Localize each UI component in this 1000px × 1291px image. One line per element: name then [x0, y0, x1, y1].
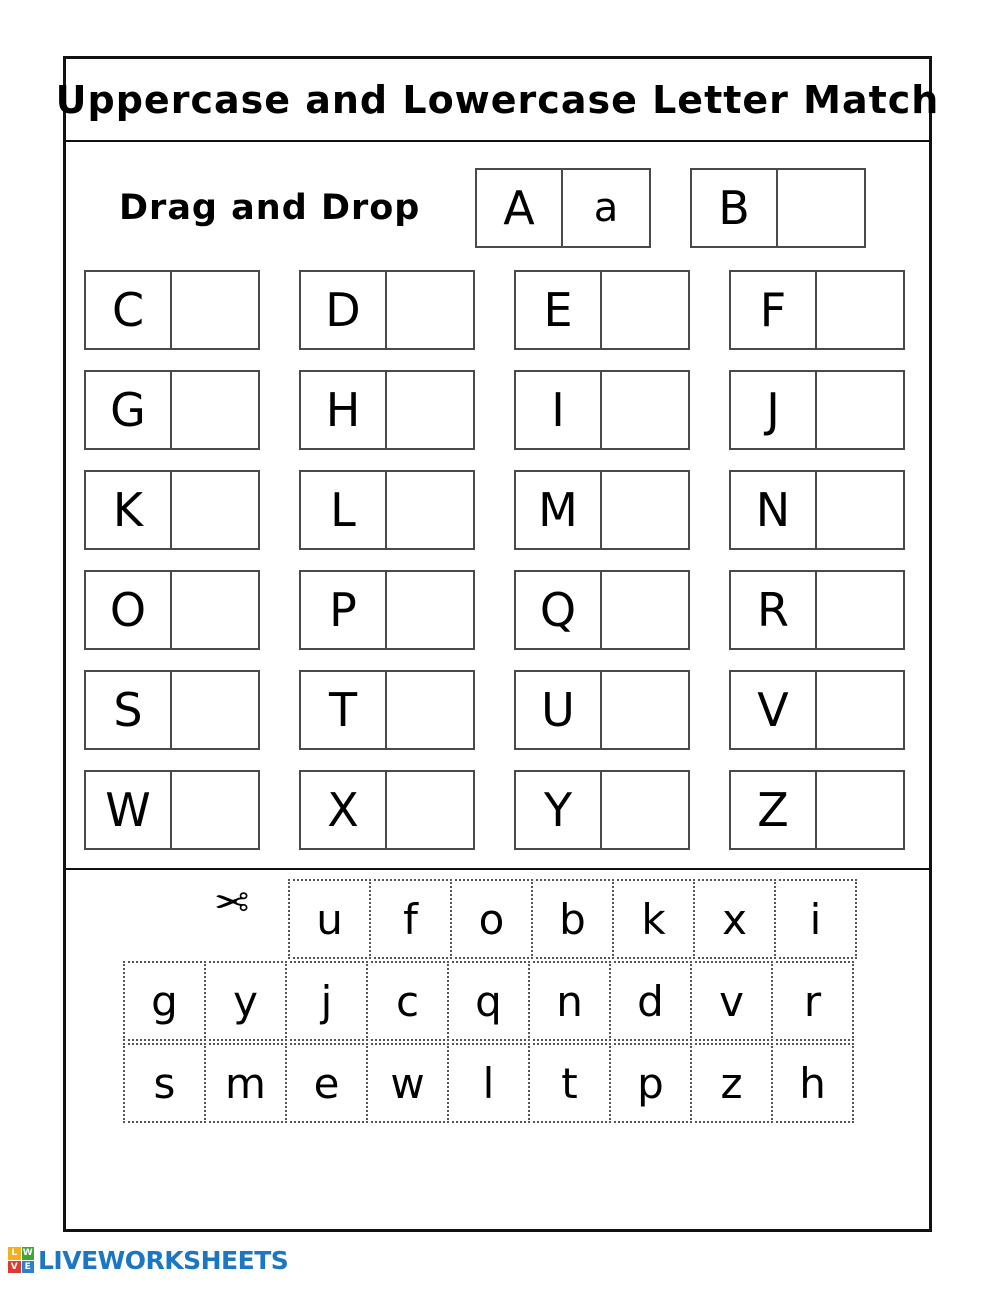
uppercase-cell: O [86, 572, 172, 648]
letter-pair-b[interactable] [690, 168, 866, 248]
logo-square-v: V [8, 1261, 21, 1274]
letter-pair-m[interactable] [514, 470, 690, 550]
letter-pair-i[interactable] [514, 370, 690, 450]
letter-pair-r[interactable] [729, 570, 905, 650]
uppercase-cell: A [477, 170, 563, 246]
uppercase-cell: C [86, 272, 172, 348]
draggable-letter-tile[interactable]: h [771, 1043, 854, 1123]
lowercase-dropzone[interactable] [602, 372, 688, 448]
uppercase-cell: V [731, 672, 817, 748]
draggable-letter-tile[interactable]: u [288, 879, 371, 959]
lowercase-dropzone[interactable] [602, 472, 688, 548]
letter-pair-s[interactable] [84, 670, 260, 750]
uppercase-cell: T [301, 672, 387, 748]
lowercase-dropzone[interactable] [778, 170, 864, 246]
draggable-letter-tile[interactable]: x [693, 879, 776, 959]
uppercase-cell: X [301, 772, 387, 848]
lowercase-dropzone[interactable] [172, 572, 258, 648]
uppercase-cell: E [516, 272, 602, 348]
lowercase-dropzone[interactable] [602, 772, 688, 848]
uppercase-cell: U [516, 672, 602, 748]
match-row [84, 460, 911, 560]
draggable-letter-tile[interactable]: g [123, 961, 206, 1041]
uppercase-cell: N [731, 472, 817, 548]
uppercase-cell: H [301, 372, 387, 448]
lowercase-dropzone[interactable] [817, 572, 903, 648]
letter-pair-p[interactable] [299, 570, 475, 650]
uppercase-cell: Q [516, 572, 602, 648]
draggable-letter-tile[interactable]: k [612, 879, 695, 959]
worksheet-title-bar [55, 59, 940, 142]
match-row [84, 760, 911, 860]
uppercase-cell: F [731, 272, 817, 348]
draggable-letter-tile[interactable]: n [528, 961, 611, 1041]
draggable-letter-tile[interactable]: y [204, 961, 287, 1041]
letter-pair-x[interactable] [299, 770, 475, 850]
uppercase-cell: W [86, 772, 172, 848]
draggable-letter-tile[interactable]: r [771, 961, 854, 1041]
uppercase-cell: Y [516, 772, 602, 848]
draggable-letter-tile[interactable]: j [285, 961, 368, 1041]
lowercase-dropzone[interactable] [172, 672, 258, 748]
letter-pair-f[interactable] [729, 270, 905, 350]
uppercase-cell: I [516, 372, 602, 448]
draggable-letter-tile[interactable]: w [366, 1043, 449, 1123]
letter-pair-n[interactable] [729, 470, 905, 550]
letter-pair-l[interactable] [299, 470, 475, 550]
letter-pair-a[interactable] [475, 168, 651, 248]
letter-match-grid [66, 142, 929, 868]
lowercase-dropzone[interactable] [387, 472, 473, 548]
lowercase-dropzone[interactable] [172, 772, 258, 848]
letter-pair-k[interactable] [84, 470, 260, 550]
lowercase-dropzone[interactable] [387, 572, 473, 648]
lowercase-dropzone[interactable] [817, 772, 903, 848]
letter-pair-g[interactable] [84, 370, 260, 450]
cutout-tiles-area [66, 868, 929, 1138]
lowercase-dropzone[interactable] [602, 672, 688, 748]
uppercase-cell: M [516, 472, 602, 548]
uppercase-cell: P [301, 572, 387, 648]
logo-square-l: L [8, 1247, 21, 1260]
draggable-letter-tile[interactable]: b [531, 879, 614, 959]
draggable-letter-tile[interactable]: m [204, 1043, 287, 1123]
match-row [84, 260, 911, 360]
draggable-letter-tile[interactable]: t [528, 1043, 611, 1123]
letter-pair-z[interactable] [729, 770, 905, 850]
draggable-letter-tile[interactable]: c [366, 961, 449, 1041]
logo-square-w: W [22, 1248, 33, 1259]
letter-pair-e[interactable] [514, 270, 690, 350]
letter-pair-j[interactable] [729, 370, 905, 450]
uppercase-cell: L [301, 472, 387, 548]
page-title: Uppercase and Lowercase Letter Match [55, 77, 940, 122]
match-row [84, 156, 911, 260]
lowercase-dropzone[interactable] [602, 272, 688, 348]
letter-pair-o[interactable] [84, 570, 260, 650]
lowercase-dropzone[interactable] [817, 372, 903, 448]
match-row [84, 360, 911, 460]
logo-square-e: E [22, 1261, 35, 1274]
match-row [84, 560, 911, 660]
draggable-letter-tile[interactable]: z [690, 1043, 773, 1123]
worksheet-page [55, 56, 940, 1232]
lowercase-dropzone[interactable] [387, 772, 473, 848]
lowercase-dropzone[interactable] [172, 272, 258, 348]
lowercase-dropzone[interactable]: a [593, 185, 619, 231]
letter-pair-t[interactable] [299, 670, 475, 750]
draggable-letter-tile[interactable]: e [285, 1043, 368, 1123]
liveworksheets-logo-icon [8, 1247, 34, 1273]
scissors-icon: ✂ [214, 878, 250, 927]
draggable-letter-tile[interactable]: p [609, 1043, 692, 1123]
uppercase-cell: R [731, 572, 817, 648]
letter-pair-v[interactable] [729, 670, 905, 750]
letter-pair-u[interactable] [514, 670, 690, 750]
uppercase-cell: B [692, 170, 778, 246]
lowercase-dropzone[interactable] [172, 472, 258, 548]
letter-pair-d[interactable] [299, 270, 475, 350]
uppercase-cell: G [86, 372, 172, 448]
uppercase-cell: Z [731, 772, 817, 848]
uppercase-cell: D [301, 272, 387, 348]
cutout-row [123, 1042, 929, 1124]
lowercase-dropzone[interactable] [602, 572, 688, 648]
lowercase-dropzone[interactable] [817, 472, 903, 548]
lowercase-dropzone[interactable] [172, 372, 258, 448]
liveworksheets-footer[interactable] [8, 1245, 288, 1275]
letter-pair-w[interactable] [84, 770, 260, 850]
uppercase-cell: K [86, 472, 172, 548]
uppercase-cell: S [86, 672, 172, 748]
lowercase-dropzone[interactable] [387, 672, 473, 748]
draggable-letter-tile[interactable]: d [609, 961, 692, 1041]
uppercase-cell: J [731, 372, 817, 448]
letter-pair-h[interactable] [299, 370, 475, 450]
draggable-letter-tile[interactable]: i [774, 879, 857, 959]
lowercase-dropzone[interactable] [387, 372, 473, 448]
letter-pair-c[interactable] [84, 270, 260, 350]
cutout-row [123, 960, 929, 1042]
draggable-letter-tile[interactable]: s [123, 1043, 206, 1123]
brand-name: LIVEWORKSHEETS [38, 1245, 289, 1275]
match-row [84, 660, 911, 760]
draggable-letter-tile[interactable]: l [447, 1043, 530, 1123]
lowercase-dropzone[interactable] [817, 272, 903, 348]
draggable-letter-tile[interactable]: o [450, 879, 533, 959]
draggable-letter-tile[interactable]: v [690, 961, 773, 1041]
draggable-letter-tile[interactable]: f [369, 879, 452, 959]
cutout-row [288, 878, 929, 960]
draggable-letter-tile[interactable]: q [447, 961, 530, 1041]
instruction-label: Drag and Drop [119, 188, 421, 228]
lowercase-dropzone[interactable] [817, 672, 903, 748]
letter-pair-y[interactable] [514, 770, 690, 850]
letter-pair-q[interactable] [514, 570, 690, 650]
lowercase-dropzone[interactable] [387, 272, 473, 348]
